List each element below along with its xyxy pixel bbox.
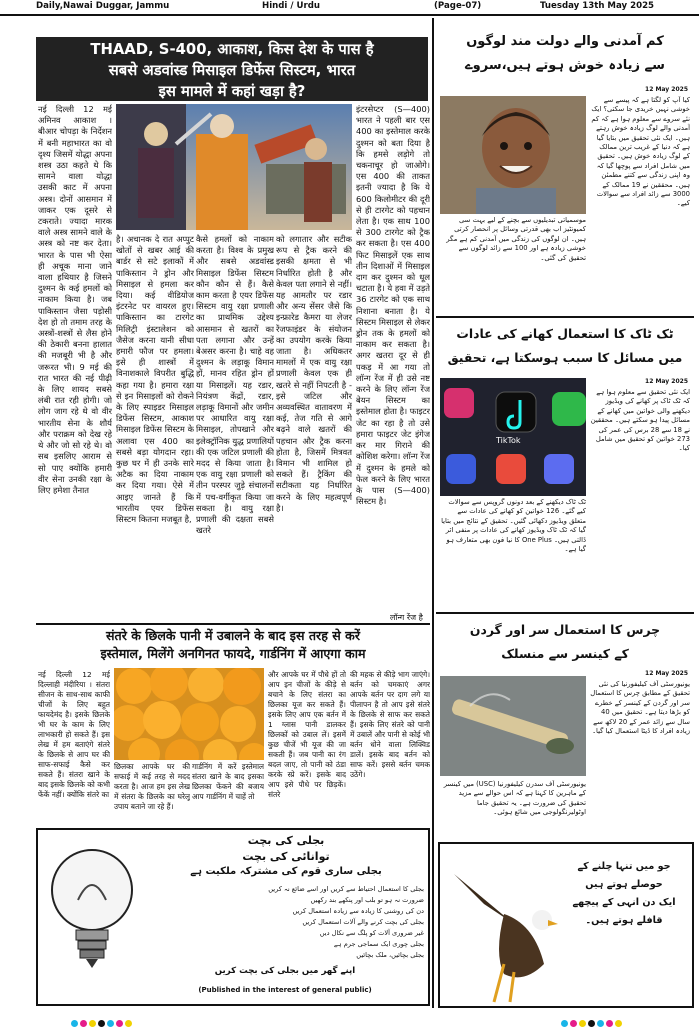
orange-headline-line-2: इस्तेमाल, मिलेंगे अनगिनत फायदे, गार्डनिंग में आएगा काम [100,646,366,661]
ad-line: دن کی روشنی کا زیادہ سے زیادہ استعمال کریں [292,907,424,915]
joint-illustration [440,676,586,776]
ad-line: بجلی چوری ایک سماجی جرم ہے [333,940,424,948]
ad-line: بجلی بچائیں، ملک بچائیں [356,951,424,959]
ad-line: بجلی کا استعمال احتیاط سے کریں اور اسے ضائع نہ کریں [268,885,424,893]
cannabis-headline-line-1: چرس کا استعمال سر اور گردن [469,622,661,637]
tiktok-label: TikTok [496,436,521,445]
main-story-col-1: नई दिल्ली 12 मई अमिनव आकाश । बीआर चोपड़ा के निर्देशन में बनी महाभारत का वो दृश्य जिसमें योद्धा अपना शस्त्र उठा कहते थे कि सामने वाला योद्धा उसकी काट में अपना अस्त्र। दोनों आसमान में जाकर एक दूसरे से टकराते। ज्यादा मारक वाले अस्त्र सामने वाले के अस्त्र को नष्ट कर देता। भारत के पास भी ऐसा ही अचूक माना जाने वाला हथियार है जिसने दुश्मन के कई हमलों को नाकाम किया है। जब पाकिस्तान जैसा पड़ोसी देश हो तो तमाम तरह के अस्त्रों-शस्त्रों से लैस होने की ठेकारी बनना हालात की मजबूरी भी है और जरूरत भी। 9 मई की रात भारत की नई पीढ़ी के लिए शायद सबसे लंबी रात रही होगी। जो लोग जाग रहे थे वो वीर भारतीय सेना के शौर्य और पराक्रम को देख रहे थे और जो सो रहे थे। वो सब इसलिए आराम से सो पाए क्योंकि हमारी वीर सेना उनकी रक्षा के लिए हमेशा तैनात [38,104,112,495]
eagle-quote-line-1: جو میں تنہا چلنے کے حوصلے ہوتے ہیں [577,861,671,890]
section-rule [36,623,430,625]
ad-published-note: (Published in the interest of general public) [198,986,372,994]
story1-date: 12 May 2025 [645,86,688,93]
right-section-rule-1 [436,316,694,318]
main-headline [36,37,428,101]
color-registration-marks [70,1012,133,1031]
headline-line-1: THAAD, S-400, आकाश, किस देश के पास है [90,41,374,58]
ad-subtitle: توانائی کی بچت [242,850,330,863]
tiktok-headline-line-1: ٹک ٹاک کا استعمال کھانے کی عادات [456,326,674,341]
happiness-headline [438,30,692,78]
ad-slogan: بجلی ساری قوم کی مشترکہ ملکیت ہے [190,866,382,877]
story3-date: 12 May 2025 [645,670,688,677]
oranges-illustration [114,668,264,760]
paper-name: Daily,Nawai Duggar, Jammu [36,1,170,11]
orange-headline [36,627,430,663]
ad-line: بجلی کی بچت کرنے والے آلات استعمال کریں [302,918,424,926]
page-number: (Page-07) [434,1,482,11]
language-label: Hindi / Urdu [262,1,320,11]
cannabis-headline-line-2: کے کینسر سے منسلک [501,646,629,661]
orange-col-5: की महक से कीड़े भाग जाएंगे। बर्तन को चमकाएं अगर आपके बर्तन पर दाग लगे या पीलापन है तो आप इसे संतरे के छिलके से साफ कर सकते हैं। इसके लिए संतरे को पानी में उबालें और पानी से कोई भी बर्तन धोने वाला लिक्विड डालें। इसके बाद बर्तन को साफ करें। इससे बर्तन चमक उठेंगे। [350,670,430,779]
orange-col-3: गार्डनिंग में करें इस्तेमाल संतरा खाने के बाद इसका छिलका फेंकने की बजाय आप गार्डनिंग में चाहें तो [192,762,264,801]
issue-date: Tuesday 13th May 2025 [540,1,655,11]
eagle-quote [560,858,688,930]
orange-col-2: छिलका आपके घर की सफाई में कई तरह से मदद करता है। आज हम इस लेख में संतरा के छिलके का घरेलू उपाय बताने जा रहे हैं। [114,762,190,811]
lightbulb-icon [48,840,136,990]
column-divider [432,18,434,1008]
main-story-col-3: कैसे हमलों को नाकाम करता है। विश्व के प्रमुख और सबसे अडवांस्ड मिसाइल डिफेंस सिस्टम कौन कौन से हैं। कैसे काम करता है एयर डिफेंस सिस्टम वायु रक्षा प्रणाली का प्राथमिक उद्देश्य आसमान से खतरों का पता लगाना और उन्हें बेअसर करना है। चाहे वह दुश्मन के लड़ाकू विमान हों, मानव रहित ड्रोन हों या मिसाइलें। यह रडार, नियंत्रण केंद्रों, रडार, लड़ाकू विमानों और जमीन पर आधारित वायु रक्षा मिसाइल, तोपखाने और इलेक्ट्रॉनिक युद्ध प्रणालियों की एक जटिल प्रणाली की मदद से किया जाता है। एक वायु रक्षा प्रणाली को तीन परस्पर जुड़े संचालनों में पच-वर्गीकृत किया जा सकता है। वायु रक्षा प्रणाली की दक्षता सबसे खतरे [196,234,274,536]
main-story-fragment: लॉन्ग रेंज है [390,613,423,622]
main-story-col-4: को लगातार और सटीक रूप से ट्रैक करने की इसकी क्षमता से भी निर्धारित होती है और केवल पता लगाने से नहीं। यह आमतौर पर रडार और अन्य सेंसर जैसे कि इन्फ्रारेड कैमरा या लेजर रेंजफाइंडर के संयोजन का उपयोग करके किया जाता है। अधिकतर मामलों में एक वायु रक्षा प्रणाली केवल एक ही खतरे से नहीं निपटती है - इसे जटिल और अव्यवस्थित वातावरण में कई, तेज गति से आगे बढ़ने वाले खतरों की पहचान और ट्रैक करना होता है, जिसमें मित्रवत विमान भी शामिल हो सकते हैं। ट्रैकिंग की सटीकता यह निर्धारित करने के लिए महत्वपूर्ण है। [276,234,352,513]
ad-title: بجلی کی بچت [247,834,325,847]
page-header [0,0,699,16]
eagle-icon [444,864,562,1004]
tiktok-headline-line-2: میں مسائل کا سبب ہوسکتا ہے، تحقیق [447,350,683,365]
cannabis-headline [438,618,692,666]
story3-body-left: یونیورسٹی آف سدرن کیلیفورنیا (USC) میں کینسر کے ماہرین کا کہنا ہے کہ اس حوالے سے مزید تحقیق کی ضرورت ہے۔ یہ تحقیق جاما اوٹولیرنگولوجی میں شائع ہوئی۔ [443,780,586,817]
ad-footer: اپنے گھر میں بجلی کی بچت کریں [214,966,356,976]
missile-defense-photo [116,104,352,230]
orange-col-4: और आपके घर में पौधे हों तो आप इन चीजों के कीड़े से बचाने के लिए संतरा का छिलका यूज कर सकते हैं। इसके लिए आप एक बर्तन में 1 ग्लास पानी डालकर छिलकों को उबाल लें। इसमें कुछ चीजें भी यूज की जा सकती हैं। जब पानी का रंग बदल जाए, तो पानी को ठंडा करके स्प्रे करें। इसके बाद आप इसे पौधे पर छिड़कें। संतरे [268,670,346,799]
smiling-child-photo [440,96,586,214]
orange-headline-line-1: संतरे के छिलके पानी में उबालने के बाद इस तरह से करें [106,628,360,643]
story2-date: 12 May 2025 [645,378,688,385]
main-story-col-2: है। अचानक दे रात अप्पुट खोतों से खबर आई की बार्डर से सटे इलाकों में पाकिस्तान ने ड्रोन और मिसाइल से हमला कर दिया। कई वीडियोज इंटरनेट पर वायरल हुए। पाकिस्तान का टारगेट मिलिट्री इंस्टालेशन को जैसेज करना यानी सीधा हमारी फौज पर हमला। इसे ही शास्त्रों में विनाशकाले विपरीत बुद्धि कहा गया है। हमारा रक्षा से इन मिसाइलों को रोकने के लिए स्पाइडर मिसाइल डिफेंस सिस्टम, आकाश मिसाइल डिफेंस सिस्टम के अलावा एस 400 का सबसे बड़ा योगदान रहा। कुछ घर में ही उनके सारे अटैक का दिया नाकाम कर दिया गया। ऐसे में आइए जानते हैं कि भारतीय एयर डिफेंस सिस्टम कितना मजबूत है, [116,234,194,525]
orange-col-1: नई दिल्ली 12 मई दिल्लाही मंदीरिया । संतरा सीजन के साथ-साथ काफी चीजों के लिए बहुत फायदेमंद है। इसके छिलके भी घर के काम के लिए लाभकारी हो सकते हैं। इस लेख में हम बताएंगे संतरे के छिलके से आप घर की साफ-सफाई कैसे कर सकते हैं। संतरा खाने के बाद इसके छिलके को कभी फेंकें नहीं। क्योंकि संतरे का [38,670,110,799]
eagle-quote-ad [438,842,694,1008]
missile-photo-illustration [116,104,352,230]
eagle-quote-line-2: ایک دن انہی کے پیچھے [572,897,676,908]
right-section-rule-2 [436,612,694,614]
story1-body-left: موسمیاتی تبدیلیوں سے بچنے کے لیے بہت سی کمیونٹیز اب بھی قدرتی وسائل پر انحصار کرتی ہیں۔ ان لوگوں کی زندگی میں آمدنی کم ہے مگر خوشی زیادہ ہے اور 100 سے زائد لوگوں سے تحقیق کی گئی۔ [446,216,586,262]
ad-line: ضرورت نہ ہو تو بلب اور پنکھے بند رکھیں [310,896,424,904]
story2-body-right: ایک نئی تحقیق سے معلوم ہوا ہے کہ ٹک ٹاک پر کھانے کی ویڈیوز دیکھنے والی خواتین میں کھانے کے مسائل پیدا ہو سکتے ہیں۔ محققین نے 18 سے 28 برس کی عمر کی 273 خواتین کو تحقیق میں شامل کیا۔ [590,388,690,453]
color-registration-marks-right [560,1012,623,1031]
headline-line-3: इस मामले में कहां खड़ा है? [158,83,306,100]
cannabis-joint-photo [440,676,586,776]
ad-line: غیر ضروری آلات کو پلگ سے نکال دیں [319,929,424,937]
story1-body-right: کیا آپ کو لگتا ہے کہ پیسے سے خوشی نہیں خریدی جا سکتی؟ ایک نئے سروے سے معلوم ہوا ہے کہ کم آمدنی والے لوگ زیادہ خوش رہتے ہیں۔ ایک نئی تحقیق میں بتایا گیا ہے کہ دنیا کے غریب ترین ممالک کے لوگ زیادہ خوش ہیں۔ تحقیق میں شامل افراد سے پوچھا گیا کہ وہ اپنی زندگی سے کتنے مطمئن ہیں۔ محققین نے 19 ممالک کے 3000 سے زائد افراد سے سوالات کیے۔ [591,96,690,208]
story2-body-left: ٹک ٹاک دیکھنے کے بعد دونوں گروپس سے سوالات کیے گئے۔ 126 خواتین کو کھانے کی عادات سے متعلق ویڈیوز دکھائی گئیں۔ تحقیق کے نتائج میں بتایا گیا کہ ٹک ٹاک ویڈیوز کھانے کی عادات پر منفی اثر ڈالتی ہیں۔ One Plus کا نیا فون بھی متعارف ہو گیا ہے۔ [441,498,586,554]
story3-body-right: یونیورسٹی آف کیلیفورنیا کی نئی تحقیق کے مطابق چرس کا استعمال سر اور گردن کے کینسر کے خطرے کو بڑھا دیتا ہے۔ تحقیق میں 40 سال سے زائد عمر کے 20 لاکھ سے زیادہ افراد کا ڈیٹا استعمال کیا گیا۔ [590,680,690,736]
tiktok-headline [438,322,692,370]
happiness-headline-line-1: کم آمدنی والے دولت مند لوگوں [466,34,664,49]
ad-bullet-list [146,884,424,961]
eagle-quote-line-3: قافلے ہوتے ہیں۔ [585,915,663,926]
happiness-headline-line-2: سے زیادہ خوش ہوتے ہیں،سروے [465,58,665,73]
electricity-saving-ad [36,828,430,1006]
child-illustration [440,96,586,214]
headline-line-2: सबसे अडवांस्ड मिसाइल डिफेंस सिस्टम, भारत [108,62,356,79]
oranges-photo [114,668,264,760]
main-story-col-5: इंटरसेप्टर (S—400) भारत ने पहली बार एस 400 का इस्तेमाल करके दुश्मन को बता दिया है कि हमसे लड़ोगे तो चकनाचूर हो जाओगे। एस 400 की ताकत इतनी ज्यादा है कि ये 600 किलोमीटर की दूरी से ही टारगेट को पहचान लेता है। एक साथ 100 से 300 टारगेट को ट्रैक कर सकता है। एस 400 फिट मिसाइलें एक साथ तीन दिशाओं में मिसाइल दाग कर दुश्मन को धूल चटाता है। ये हवा में उड़ते 36 टारगेट को एक साथ निशाना बनाता है। ये सिस्टम मिसाइल से लेकर ड्रोन तक के हमलों को नाकाम कर सकता है। अगर खतरा दूर से ही पकड़ में आ गया तो लॉन्ग रेंज में ही उसे नष्ट करने के लिए लॉन्ग रेंज बेयन सिस्टम का इस्तेमाल होता है। फाइटर जेट का रहा है तो उसे हमारा फाइटर जेट इंगेज कर मार गिराने की कोशिश करेगा। लॉन्ग रेंज में दुश्मन के हमले को फेल करने के लिए भारत के पास (S—400) सिस्टम है। [356,104,430,507]
